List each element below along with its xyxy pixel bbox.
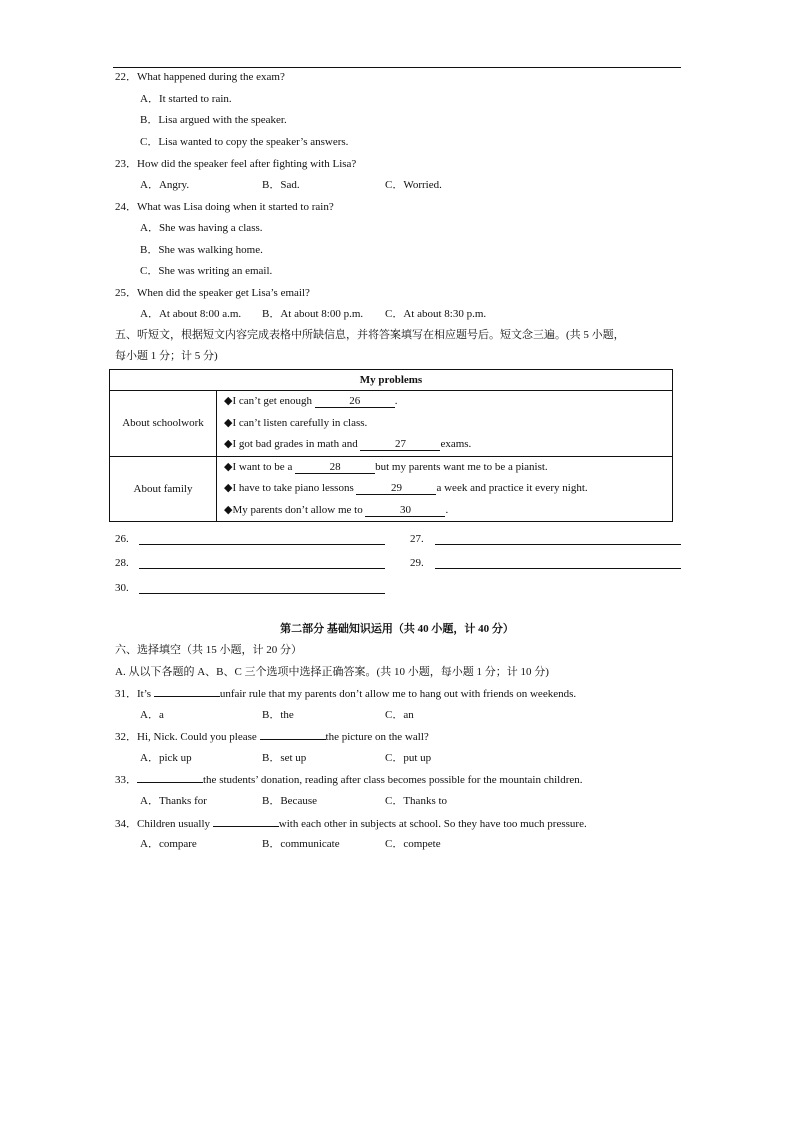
question-31: 31．It’s unfair rule that my parents don’t allow me to hang out with friends on weekends.	[115, 688, 577, 700]
answer-line-28[interactable]	[139, 568, 385, 569]
schoolwork-cell	[217, 391, 673, 457]
question-33: 33． the students’ donation, reading after class becomes possible for the mountain children.	[115, 774, 583, 786]
option-31a: A．a	[140, 709, 164, 721]
blank-27[interactable]: 27	[360, 438, 440, 451]
option-23a: A．Angry.	[140, 179, 190, 191]
table-header: My problems	[110, 370, 673, 391]
question-25: 25．When did the speaker get Lisa’s email?	[115, 287, 310, 299]
question-22: 22．What happened during the exam?	[115, 71, 285, 83]
option-24a: A．She was having a class.	[140, 222, 263, 234]
table-row: ◆I want to be a 28 but my parents want me to be a pianist.	[224, 460, 548, 473]
family-cell	[217, 456, 673, 522]
question-32: 32．Hi, Nick. Could you please the picture on the wall?	[115, 731, 429, 743]
option-34b: B．communicate	[262, 838, 340, 850]
answer-line-27[interactable]	[435, 544, 681, 545]
question-24: 24．What was Lisa doing when it started to rain?	[115, 201, 334, 213]
option-32c: C．put up	[385, 752, 432, 764]
option-33c: C．Thanks to	[385, 795, 448, 807]
option-31b: B．the	[262, 709, 294, 721]
table-row: ◆I can’t get enough 26 .	[224, 395, 398, 407]
section5-instruction-2: 每小题 1 分；计 5 分)	[115, 350, 218, 362]
category-family: About family	[110, 456, 217, 522]
section5-instruction-1: 五、听短文，根据短文内容完成表格中所缺信息，并将答案填写在相应题号后。短文念三遍。(共 5 小题，	[115, 329, 625, 341]
answer-label-30: 30.	[115, 582, 129, 594]
header-rule	[113, 67, 681, 68]
answer-line-26[interactable]	[139, 544, 385, 545]
option-25a: A．At about 8:00 a.m.	[140, 308, 242, 320]
problems-table	[109, 369, 673, 522]
answer-line-30[interactable]	[139, 593, 385, 594]
part2-title: 第二部分 基础知识运用（共 40 小题，计 40 分）	[280, 623, 514, 635]
option-34c: C．compete	[385, 838, 441, 850]
option-25b: B．At about 8:00 p.m.	[262, 308, 364, 320]
section6-part-a: A. 从以下各题的 A、B、C 三个选项中选择正确答案。(共 10 小题，每小题 1 分；计 10 分)	[115, 666, 549, 678]
table-row: ◆I got bad grades in math and 27 exams.	[224, 438, 472, 450]
table-row: ◆I have to take piano lessons 29 a week and practice it every night.	[224, 482, 588, 494]
option-23b: B．Sad.	[262, 179, 300, 191]
blank-26[interactable]: 26	[315, 395, 395, 408]
table-row: ◆I can’t listen carefully in class.	[224, 416, 368, 429]
category-schoolwork: About schoolwork	[110, 391, 217, 457]
option-24c: C．She was writing an email.	[140, 265, 273, 277]
option-32b: B．set up	[262, 752, 307, 764]
question-23: 23．How did the speaker feel after fighting with Lisa?	[115, 158, 357, 170]
blank-34[interactable]	[213, 816, 279, 827]
option-33a: A．Thanks for	[140, 795, 207, 807]
answer-label-29: 29.	[410, 557, 424, 569]
option-31c: C．an	[385, 709, 414, 721]
option-24b: B．She was walking home.	[140, 244, 263, 256]
answer-label-27: 27.	[410, 533, 424, 545]
option-33b: B．Because	[262, 795, 317, 807]
answer-label-28: 28.	[115, 557, 129, 569]
option-22c: C．Lisa wanted to copy the speaker’s answers.	[140, 136, 349, 148]
option-34a: A．compare	[140, 838, 197, 850]
blank-31[interactable]	[154, 686, 220, 697]
option-22b: B．Lisa argued with the speaker.	[140, 114, 287, 126]
blank-30[interactable]: 30	[365, 504, 445, 517]
blank-33[interactable]	[137, 772, 203, 783]
question-34: 34．Children usually with each other in subjects at school. So they have too much pressure.	[115, 818, 587, 830]
answer-label-26: 26.	[115, 533, 129, 545]
section6-title: 六、选择填空（共 15 小题，计 20 分）	[115, 644, 302, 656]
blank-29[interactable]: 29	[356, 482, 436, 495]
option-32a: A．pick up	[140, 752, 192, 764]
option-25c: C．At about 8:30 p.m.	[385, 308, 487, 320]
option-22a: A．It started to rain.	[140, 93, 232, 105]
answer-line-29[interactable]	[435, 568, 681, 569]
blank-28[interactable]: 28	[295, 461, 375, 474]
table-row: ◆My parents don’t allow me to 30 .	[224, 503, 449, 516]
option-23c: C．Worried.	[385, 179, 442, 191]
blank-32[interactable]	[260, 729, 326, 740]
